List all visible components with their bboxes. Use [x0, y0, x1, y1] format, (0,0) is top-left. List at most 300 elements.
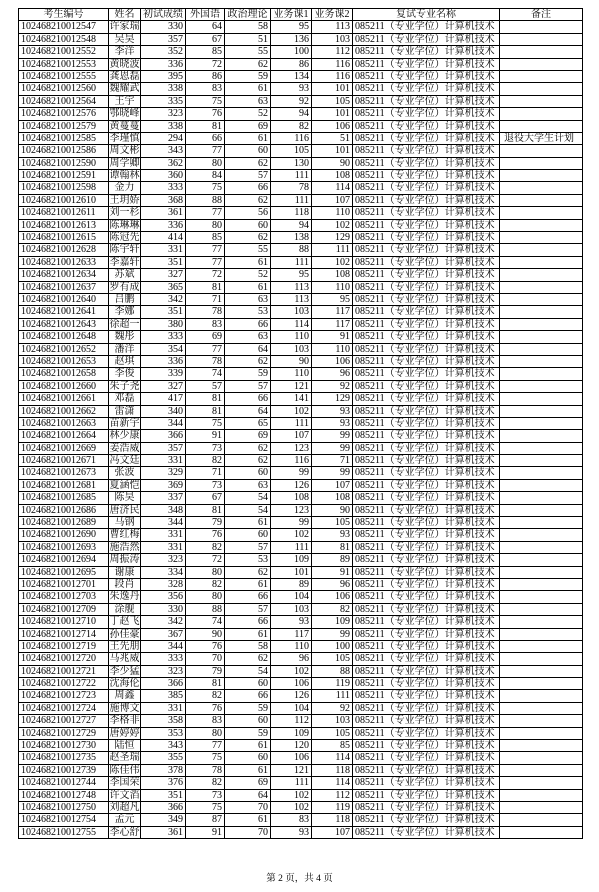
cell-name: 朱逸丹 [109, 591, 140, 603]
cell-retest-major: 085211（专业学位）计算机技术 [353, 319, 500, 331]
cell-course-1: 123 [271, 505, 312, 517]
cell-politics-theory: 57 [225, 381, 271, 393]
cell-politics-theory: 66 [225, 616, 271, 628]
cell-retest-major: 085211（专业学位）计算机技术 [353, 21, 500, 33]
cell-remarks [500, 814, 583, 826]
table-row [19, 517, 583, 529]
cell-total-score: 361 [141, 827, 186, 839]
cell-total-score: 328 [141, 579, 186, 591]
cell-foreign-language: 78 [186, 765, 225, 777]
cell-name: 龚恩磊 [109, 70, 140, 82]
cell-politics-theory: 61 [225, 83, 271, 95]
cell-remarks [500, 34, 583, 46]
cell-politics-theory: 61 [225, 133, 271, 145]
cell-remarks [500, 331, 583, 343]
cell-course-2: 92 [312, 381, 353, 393]
cell-politics-theory: 62 [225, 455, 271, 467]
table-row [19, 34, 583, 46]
cell-course-2: 110 [312, 344, 353, 356]
cell-course-1: 105 [271, 145, 312, 157]
table-row [19, 740, 583, 752]
cell-name: 唐济民 [109, 504, 140, 516]
cell-course-2: 118 [312, 814, 353, 826]
cell-politics-theory: 51 [225, 34, 271, 46]
table-row [19, 814, 583, 826]
table-row [19, 381, 583, 393]
table-row [19, 344, 583, 356]
cell-retest-major: 085211（专业学位）计算机技术 [353, 604, 500, 616]
cell-politics-theory: 66 [225, 690, 271, 702]
cell-politics-theory: 61 [225, 579, 271, 591]
table-row [19, 430, 583, 442]
header-name: 姓名 [109, 9, 141, 21]
cell-name: 李心舒 [109, 826, 140, 838]
cell-retest-major: 085211（专业学位）计算机技术 [353, 244, 500, 256]
cell-course-2: 105 [312, 517, 353, 529]
cell-candidate-id: 102468210012729 [19, 728, 109, 740]
cell-name: 周学卿 [109, 157, 140, 169]
cell-retest-major: 085211（专业学位）计算机技术 [353, 678, 500, 690]
cell-candidate-id: 102468210012714 [19, 629, 109, 641]
table-row [19, 182, 583, 194]
cell-name: 涂舰 [109, 604, 141, 616]
cell-candidate-id: 102468210012640 [19, 294, 109, 306]
cell-course-1: 96 [271, 653, 312, 665]
cell-retest-major: 085211（专业学位）计算机技术 [353, 257, 500, 269]
cell-foreign-language: 73 [186, 443, 225, 455]
cell-candidate-id: 102468210012723 [19, 690, 109, 702]
cell-total-score: 331 [141, 542, 186, 554]
cell-politics-theory: 58 [225, 641, 271, 653]
cell-retest-major: 085211（专业学位）计算机技术 [353, 133, 500, 145]
cell-retest-major: 085211（专业学位）计算机技术 [353, 294, 500, 306]
table-header-row [19, 9, 583, 21]
cell-retest-major: 085211（专业学位）计算机技术 [353, 418, 500, 430]
cell-total-score: 351 [141, 790, 186, 802]
cell-foreign-language: 76 [186, 641, 225, 653]
cell-candidate-id: 102468210012658 [19, 368, 109, 380]
cell-course-2: 103 [312, 34, 353, 46]
cell-total-score: 336 [141, 356, 186, 368]
cell-candidate-id: 102468210012637 [19, 282, 109, 294]
cell-remarks [500, 629, 583, 641]
cell-candidate-id: 102468210012653 [19, 356, 109, 368]
cell-remarks [500, 220, 583, 232]
header-foreign-language: 外国语 [186, 9, 225, 21]
cell-politics-theory: 62 [225, 653, 271, 665]
cell-total-score: 395 [141, 71, 186, 83]
cell-foreign-language: 77 [186, 207, 225, 219]
cell-course-2: 107 [312, 827, 353, 839]
cell-remarks [500, 46, 583, 58]
cell-remarks [500, 21, 583, 33]
cell-retest-major: 085211（专业学位）计算机技术 [353, 443, 500, 455]
cell-retest-major: 085211（专业学位）计算机技术 [353, 269, 500, 281]
cell-course-1: 103 [271, 604, 312, 616]
cell-course-1: 110 [271, 331, 312, 343]
cell-course-1: 89 [271, 579, 312, 591]
cell-total-score: 329 [141, 467, 186, 479]
cell-total-score: 333 [141, 653, 186, 665]
cell-foreign-language: 77 [186, 740, 225, 752]
cell-remarks [500, 282, 583, 294]
cell-course-2: 101 [312, 108, 353, 120]
cell-name: 陈佳伟 [109, 764, 140, 776]
cell-remarks: 退役大学生计划 [500, 133, 583, 145]
cell-course-2: 99 [312, 443, 353, 455]
table-row [19, 827, 583, 839]
cell-total-score: 338 [141, 121, 186, 133]
table-row [19, 170, 583, 182]
cell-candidate-id: 102468210012703 [19, 591, 109, 603]
cell-remarks [500, 777, 583, 789]
header-retest-major: 复试专业名称 [353, 9, 500, 21]
table-row [19, 257, 583, 269]
cell-retest-major: 085211（专业学位）计算机技术 [353, 690, 500, 702]
cell-candidate-id: 102468210012591 [19, 170, 109, 182]
cell-name: 黄蔓蔓 [109, 120, 140, 132]
cell-course-2: 107 [312, 195, 353, 207]
cell-course-2: 109 [312, 616, 353, 628]
table-row [19, 158, 583, 170]
cell-candidate-id: 102468210012663 [19, 418, 109, 430]
cell-remarks [500, 418, 583, 430]
cell-name: 马钢 [109, 517, 141, 529]
cell-total-score: 417 [141, 393, 186, 405]
cell-course-1: 78 [271, 182, 312, 194]
cell-politics-theory: 69 [225, 777, 271, 789]
cell-retest-major: 085211（专业学位）计算机技术 [353, 703, 500, 715]
cell-candidate-id: 102468210012610 [19, 195, 109, 207]
cell-retest-major: 085211（专业学位）计算机技术 [353, 182, 500, 194]
cell-name: 陈宇轩 [109, 244, 140, 256]
cell-course-1: 103 [271, 344, 312, 356]
cell-remarks [500, 579, 583, 591]
cell-total-score: 334 [141, 567, 186, 579]
cell-course-1: 102 [271, 790, 312, 802]
cell-retest-major: 085211（专业学位）计算机技术 [353, 344, 500, 356]
cell-politics-theory: 60 [225, 752, 271, 764]
cell-retest-major: 085211（专业学位）计算机技术 [353, 567, 500, 579]
cell-candidate-id: 102468210012739 [19, 765, 109, 777]
cell-course-2: 93 [312, 406, 353, 418]
cell-foreign-language: 66 [186, 133, 225, 145]
cell-course-1: 110 [271, 641, 312, 653]
header-remarks: 备注 [500, 9, 583, 21]
cell-name: 张波 [109, 467, 141, 479]
cell-course-2: 112 [312, 790, 353, 802]
cell-total-score: 369 [141, 480, 186, 492]
cell-name: 赵琪 [109, 356, 141, 368]
cell-name: 陈冠先 [109, 232, 140, 244]
table-row [19, 368, 583, 380]
cell-candidate-id: 102468210012671 [19, 455, 109, 467]
cell-politics-theory: 61 [225, 814, 271, 826]
cell-remarks [500, 790, 583, 802]
cell-course-2: 114 [312, 752, 353, 764]
cell-course-2: 129 [312, 393, 353, 405]
cell-foreign-language: 75 [186, 752, 225, 764]
cell-politics-theory: 60 [225, 715, 271, 727]
cell-remarks [500, 145, 583, 157]
cell-course-2: 95 [312, 294, 353, 306]
cell-course-2: 116 [312, 71, 353, 83]
cell-politics-theory: 59 [225, 368, 271, 380]
cell-remarks [500, 381, 583, 393]
cell-foreign-language: 69 [186, 331, 225, 343]
cell-foreign-language: 77 [186, 244, 225, 256]
cell-foreign-language: 75 [186, 418, 225, 430]
cell-remarks [500, 653, 583, 665]
cell-politics-theory: 60 [225, 220, 271, 232]
cell-politics-theory: 69 [225, 430, 271, 442]
cell-remarks [500, 207, 583, 219]
cell-retest-major: 085211（专业学位）计算机技术 [353, 505, 500, 517]
cell-total-score: 340 [141, 406, 186, 418]
cell-foreign-language: 85 [186, 46, 225, 58]
cell-retest-major: 085211（专业学位）计算机技术 [353, 740, 500, 752]
cell-remarks [500, 393, 583, 405]
cell-politics-theory: 61 [225, 765, 271, 777]
cell-total-score: 362 [141, 158, 186, 170]
cell-retest-major: 085211（专业学位）计算机技术 [353, 554, 500, 566]
cell-foreign-language: 77 [186, 344, 225, 356]
cell-name: 夏涵恺 [109, 479, 140, 491]
table-row [19, 220, 583, 232]
cell-foreign-language: 81 [186, 393, 225, 405]
cell-remarks [500, 96, 583, 108]
cell-candidate-id: 102468210012547 [19, 21, 109, 33]
cell-course-2: 101 [312, 145, 353, 157]
cell-total-score: 352 [141, 46, 186, 58]
cell-course-2: 96 [312, 579, 353, 591]
cell-retest-major: 085211（专业学位）计算机技术 [353, 653, 500, 665]
cell-retest-major: 085211（专业学位）计算机技术 [353, 356, 500, 368]
cell-name: 李洋 [109, 46, 141, 58]
cell-retest-major: 085211（专业学位）计算机技术 [353, 802, 500, 814]
cell-course-1: 102 [271, 406, 312, 418]
cell-course-1: 138 [271, 232, 312, 244]
cell-remarks [500, 406, 583, 418]
cell-name: 李嘉轩 [109, 256, 140, 268]
cell-total-score: 353 [141, 728, 186, 740]
cell-politics-theory: 62 [225, 356, 271, 368]
cell-foreign-language: 72 [186, 554, 225, 566]
cell-remarks [500, 505, 583, 517]
table-row [19, 616, 583, 628]
cell-retest-major: 085211（专业学位）计算机技术 [353, 542, 500, 554]
cell-name: 苗新宇 [109, 417, 140, 429]
cell-course-2: 105 [312, 653, 353, 665]
cell-total-score: 335 [141, 96, 186, 108]
cell-course-2: 108 [312, 170, 353, 182]
cell-total-score: 343 [141, 740, 186, 752]
cell-retest-major: 085211（专业学位）计算机技术 [353, 616, 500, 628]
cell-remarks [500, 554, 583, 566]
cell-foreign-language: 72 [186, 59, 225, 71]
cell-remarks [500, 356, 583, 368]
cell-foreign-language: 81 [186, 121, 225, 133]
cell-name: 李娜 [109, 306, 141, 318]
cell-candidate-id: 102468210012633 [19, 257, 109, 269]
table-row [19, 96, 583, 108]
cell-course-1: 108 [271, 492, 312, 504]
cell-course-2: 103 [312, 715, 353, 727]
cell-retest-major: 085211（专业学位）计算机技术 [353, 480, 500, 492]
cell-name: 陆恒 [109, 740, 141, 752]
cell-candidate-id: 102468210012754 [19, 814, 109, 826]
cell-retest-major: 085211（专业学位）计算机技术 [353, 83, 500, 95]
cell-name: 冯文廷 [109, 455, 140, 467]
cell-candidate-id: 102468210012585 [19, 133, 109, 145]
cell-remarks [500, 690, 583, 702]
cell-candidate-id: 102468210012694 [19, 554, 109, 566]
cell-politics-theory: 58 [225, 21, 271, 33]
cell-total-score: 331 [141, 455, 186, 467]
cell-total-score: 357 [141, 34, 186, 46]
cell-foreign-language: 87 [186, 814, 225, 826]
cell-candidate-id: 102468210012722 [19, 678, 109, 690]
cell-total-score: 331 [141, 529, 186, 541]
cell-retest-major: 085211（专业学位）计算机技术 [353, 368, 500, 380]
cell-course-1: 99 [271, 517, 312, 529]
cell-retest-major: 085211（专业学位）计算机技术 [353, 455, 500, 467]
cell-remarks [500, 616, 583, 628]
cell-candidate-id: 102468210012719 [19, 641, 109, 653]
cell-retest-major: 085211（专业学位）计算机技术 [353, 814, 500, 826]
cell-politics-theory: 54 [225, 666, 271, 678]
cell-remarks [500, 529, 583, 541]
cell-name: 施浩然 [109, 541, 140, 553]
cell-course-2: 91 [312, 567, 353, 579]
table-row [19, 232, 583, 244]
cell-foreign-language: 71 [186, 467, 225, 479]
cell-remarks [500, 257, 583, 269]
cell-course-2: 116 [312, 59, 353, 71]
cell-remarks [500, 244, 583, 256]
cell-name: 黄晓波 [109, 58, 140, 70]
cell-course-2: 112 [312, 46, 353, 58]
cell-politics-theory: 66 [225, 393, 271, 405]
cell-course-1: 82 [271, 121, 312, 133]
cell-total-score: 338 [141, 83, 186, 95]
cell-name: 吴昊 [109, 34, 141, 46]
cell-retest-major: 085211（专业学位）计算机技术 [353, 752, 500, 764]
cell-foreign-language: 91 [186, 430, 225, 442]
cell-retest-major: 085211（专业学位）计算机技术 [353, 207, 500, 219]
table-row [19, 715, 583, 727]
cell-course-2: 107 [312, 480, 353, 492]
cell-name: 金力 [109, 182, 141, 194]
cell-remarks [500, 480, 583, 492]
cell-foreign-language: 88 [186, 195, 225, 207]
cell-retest-major: 085211（专业学位）计算机技术 [353, 728, 500, 740]
cell-candidate-id: 102468210012724 [19, 703, 109, 715]
cell-candidate-id: 102468210012750 [19, 802, 109, 814]
cell-course-1: 95 [271, 269, 312, 281]
cell-politics-theory: 61 [225, 282, 271, 294]
cell-foreign-language: 73 [186, 480, 225, 492]
cell-candidate-id: 102468210012730 [19, 740, 109, 752]
table-row [19, 46, 583, 58]
cell-course-2: 93 [312, 529, 353, 541]
cell-remarks [500, 666, 583, 678]
cell-name: 周振涛 [109, 554, 140, 566]
cell-course-1: 117 [271, 629, 312, 641]
cell-politics-theory: 63 [225, 480, 271, 492]
cell-politics-theory: 62 [225, 195, 271, 207]
cell-retest-major: 085211（专业学位）计算机技术 [353, 108, 500, 120]
cell-course-1: 116 [271, 133, 312, 145]
cell-course-1: 111 [271, 418, 312, 430]
cell-total-score: 330 [141, 604, 186, 616]
cell-remarks [500, 703, 583, 715]
cell-name: 王玥娇 [109, 194, 140, 206]
cell-foreign-language: 81 [186, 282, 225, 294]
cell-name: 雷潇 [109, 406, 141, 418]
cell-politics-theory: 53 [225, 306, 271, 318]
table-row [19, 331, 583, 343]
cell-politics-theory: 60 [225, 678, 271, 690]
cell-course-1: 90 [271, 356, 312, 368]
cell-politics-theory: 62 [225, 567, 271, 579]
cell-politics-theory: 66 [225, 182, 271, 194]
cell-course-1: 94 [271, 108, 312, 120]
cell-course-1: 95 [271, 21, 312, 33]
cell-foreign-language: 82 [186, 690, 225, 702]
table-row [19, 121, 583, 133]
table-row [19, 703, 583, 715]
table-row [19, 108, 583, 120]
cell-course-1: 93 [271, 83, 312, 95]
cell-total-score: 354 [141, 344, 186, 356]
cell-name: 李格非 [109, 715, 140, 727]
cell-course-1: 141 [271, 393, 312, 405]
header-politics-theory: 政治理论 [225, 9, 271, 21]
cell-retest-major: 085211（专业学位）计算机技术 [353, 46, 500, 58]
cell-candidate-id: 102468210012755 [19, 827, 109, 839]
cell-remarks [500, 827, 583, 839]
cell-name: 陈琳琳 [109, 219, 140, 231]
cell-course-2: 85 [312, 740, 353, 752]
cell-retest-major: 085211（专业学位）计算机技术 [353, 331, 500, 343]
cell-name: 李瑾慎 [109, 132, 140, 144]
cell-foreign-language: 80 [186, 567, 225, 579]
cell-foreign-language: 79 [186, 666, 225, 678]
table-row [19, 282, 583, 294]
cell-total-score: 333 [141, 182, 186, 194]
cell-foreign-language: 72 [186, 269, 225, 281]
cell-remarks [500, 678, 583, 690]
cell-name: 刘一杉 [109, 207, 140, 219]
cell-retest-major: 085211（专业学位）计算机技术 [353, 220, 500, 232]
table-row [19, 765, 583, 777]
cell-politics-theory: 56 [225, 207, 271, 219]
cell-course-1: 104 [271, 591, 312, 603]
cell-name: 李国荣 [109, 777, 140, 789]
cell-course-2: 114 [312, 777, 353, 789]
cell-total-score: 344 [141, 517, 186, 529]
cell-course-2: 117 [312, 306, 353, 318]
cell-foreign-language: 73 [186, 790, 225, 802]
cell-course-2: 108 [312, 269, 353, 281]
cell-course-2: 90 [312, 505, 353, 517]
cell-retest-major: 085211（专业学位）计算机技术 [353, 529, 500, 541]
cell-course-2: 100 [312, 641, 353, 653]
cell-total-score: 336 [141, 220, 186, 232]
cell-foreign-language: 83 [186, 83, 225, 95]
cell-retest-major: 085211（专业学位）计算机技术 [353, 777, 500, 789]
